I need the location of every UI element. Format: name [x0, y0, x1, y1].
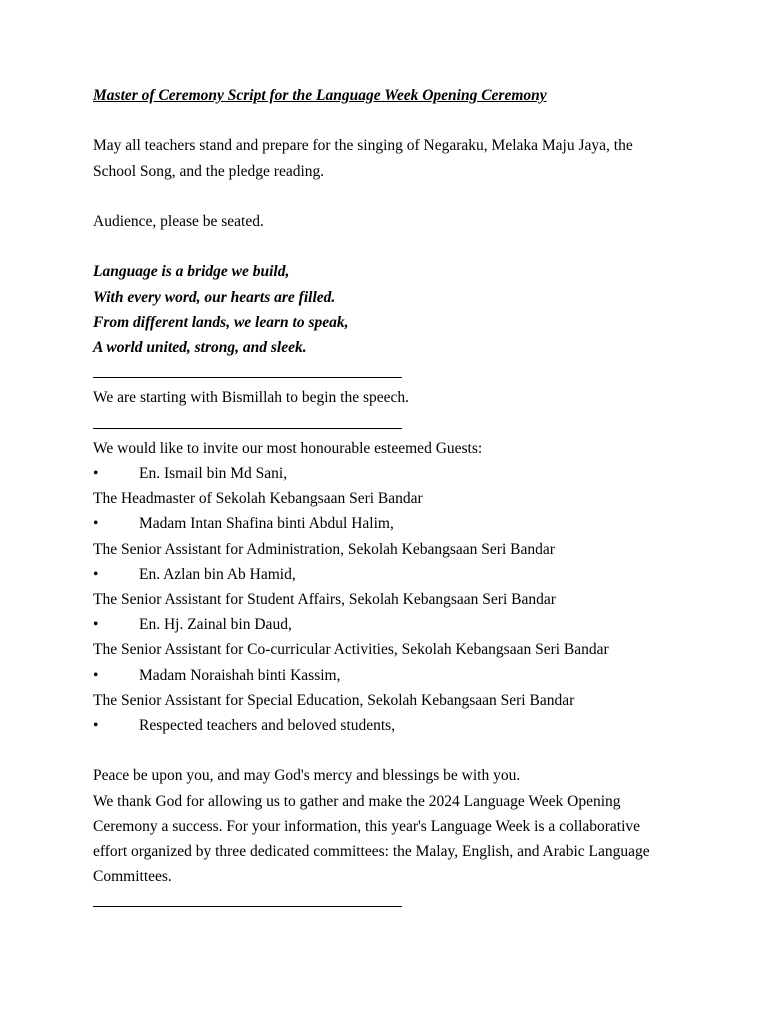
guest-name: Madam Noraishah binti Kassim,	[139, 666, 341, 684]
guest-item-4	[93, 612, 693, 637]
guest-role: The Senior Assistant for Student Affairs, Sekolah Kebangsaan Seri Bandar	[93, 590, 556, 608]
paragraph-peace: Peace be upon you, and may God's mercy and blessings be with you.	[93, 767, 521, 785]
spacer	[93, 184, 693, 209]
guest-item-respected	[93, 713, 693, 738]
bullet-glyph: •	[93, 515, 99, 533]
paragraph-thanks-line-3: effort organized by three dedicated committees: the Malay, English, and Arabic Language	[93, 843, 650, 860]
guest-name: Respected teachers and beloved students,	[139, 717, 396, 734]
bullet-glyph: •	[93, 616, 99, 634]
guest-name: Madam Intan Shafina binti Abdul Halim,	[139, 515, 394, 533]
bullet-glyph: •	[93, 717, 99, 734]
horizontal-rule	[93, 889, 693, 914]
spacer	[93, 234, 693, 259]
document-body	[93, 83, 693, 915]
paragraph-thanks-line-2: Ceremony a success. For your information, this year's Language Week is a collaborative	[93, 817, 641, 835]
poem-line-3: From different lands, we learn to speak,	[93, 313, 349, 331]
guest-role: The Senior Assistant for Co-curricular Activities, Sekolah Kebangsaan Seri Bandar	[93, 641, 609, 659]
guest-role: The Senior Assistant for Administration, Sekolah Kebangsaan Seri Bandar	[93, 540, 555, 558]
poem-line-1: Language is a bridge we build,	[93, 263, 290, 281]
guest-item-2	[93, 511, 693, 536]
guest-role: The Senior Assistant for Special Education, Sekolah Kebangsaan Seri Bandar	[93, 691, 575, 709]
guest-item-5	[93, 663, 693, 688]
spacer	[93, 108, 693, 133]
bullet-glyph: •	[93, 666, 99, 684]
guest-name: En. Ismail bin Md Sani,	[139, 464, 288, 482]
guest-name: En. Azlan bin Ab Hamid,	[139, 565, 296, 583]
document-title: Master of Ceremony Script for the Language Week Opening Ceremony	[93, 87, 547, 104]
paragraph-thanks-line-1: We thank God for allowing us to gather and make the 2024 Language Week Opening	[93, 792, 621, 810]
bullet-glyph: •	[93, 565, 99, 583]
paragraph-invite: We would like to invite our most honourable esteemed Guests:	[93, 439, 483, 457]
guest-name: En. Hj. Zainal bin Daud,	[139, 616, 292, 634]
poem-line-4: A world united, strong, and sleek.	[93, 338, 307, 356]
spacer	[93, 738, 693, 763]
paragraph-stand-line-1: May all teachers stand and prepare for the singing of Negaraku, Melaka Maju Jaya, the	[93, 137, 633, 155]
guest-role: The Headmaster of Sekolah Kebangsaan Seri Bandar	[93, 490, 423, 508]
paragraph-stand-line-2: School Song, and the pledge reading.	[93, 162, 325, 180]
paragraph-thanks-line-4: Committees.	[93, 868, 172, 886]
guest-item-1	[93, 461, 693, 486]
guest-item-3	[93, 562, 693, 587]
horizontal-rule	[93, 360, 693, 385]
poem-line-2: With every word, our hearts are filled.	[93, 288, 336, 306]
horizontal-rule	[93, 411, 693, 436]
bullet-glyph: •	[93, 464, 99, 482]
paragraph-bismillah: We are starting with Bismillah to begin the speech.	[93, 389, 409, 407]
paragraph-seated: Audience, please be seated.	[93, 212, 264, 230]
